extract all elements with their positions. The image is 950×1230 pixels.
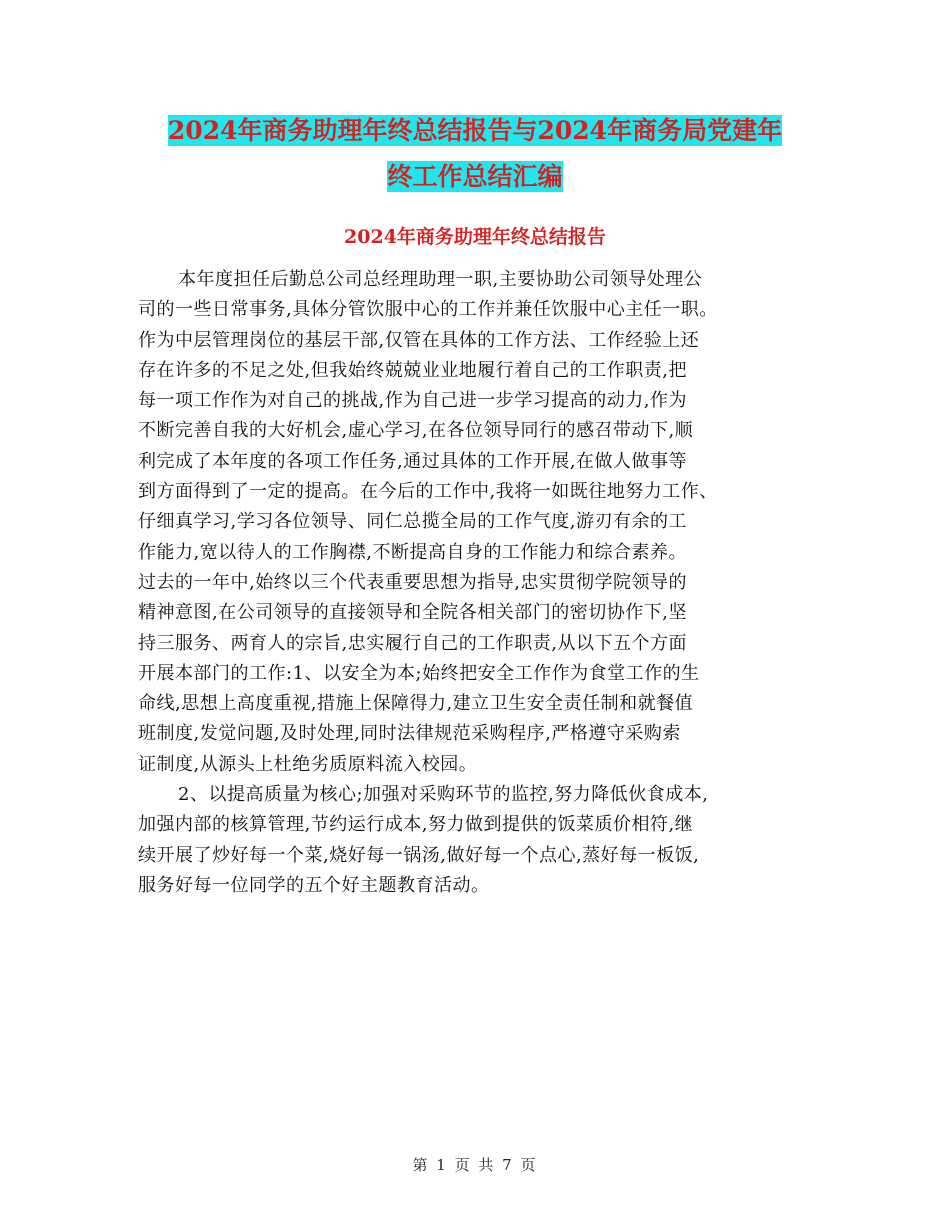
body-line: 服务好每一位同学的五个好主题教育活动。	[138, 874, 490, 896]
body-line: 司的一些日常事务,具体分管饮服中心的工作并兼任饮服中心主任一职。	[138, 299, 718, 321]
body-line: 到方面得到了一定的提高。在今后的工作中,我将一如既往地努力工作、	[138, 481, 718, 503]
document-title-line-2: 终工作总结汇编	[387, 162, 563, 191]
body-line: 班制度,发觉问题,及时处理,同时法律规范采购程序,严格遵守采购索	[138, 723, 681, 745]
body-line: 过去的一年中,始终以三个代表重要思想为指导,忠实贯彻学院领导的	[138, 571, 687, 593]
body-line: 每一项工作作为对自己的挑战,作为自己进一步学习提高的动力,作为	[138, 390, 687, 412]
body-text	[138, 265, 818, 901]
body-line: 作能力,宽以待人的工作胸襟,不断提高自身的工作能力和综合素养。	[138, 541, 687, 563]
document-title-line-1: 2024年商务助理年终总结报告与2024年商务局党建年	[167, 116, 783, 145]
body-line: 本年度担任后勤总公司总经理助理一职,主要协助公司领导处理公	[178, 269, 703, 290]
body-line: 加强内部的核算管理,节约运行成本,努力做到提供的饭菜质价相符,继	[138, 814, 694, 836]
body-line: 持三服务、两育人的宗旨,忠实履行自己的工作职责,从以下五个方面	[138, 632, 687, 654]
body-line: 利完成了本年度的各项工作任务,通过具体的工作开展,在做人做事等	[138, 450, 687, 472]
body-line: 开展本部门的工作:1、以安全为本;始终把安全工作作为食堂工作的生	[138, 662, 700, 684]
body-line: 续开展了炒好每一个菜,烧好每一锅汤,做好每一个点心,蒸好每一板饭,	[138, 844, 700, 866]
body-line: 存在许多的不足之处,但我始终兢兢业业地履行着自己的工作职责,把	[138, 359, 687, 381]
body-line: 2、以提高质量为核心;加强对采购环节的监控,努力降低伙食成本,	[178, 784, 709, 806]
body-line: 不断完善自我的大好机会,虚心学习,在各位领导同行的感召带动下,顺	[138, 420, 694, 442]
body-line: 作为中层管理岗位的基层干部,仅管在具体的工作方法、工作经验上还	[138, 329, 700, 351]
section-heading: 2024年商务助理年终总结报告	[344, 226, 606, 248]
body-line: 精神意图,在公司领导的直接领导和全院各相关部门的密切协作下,坚	[138, 602, 687, 624]
body-line: 仔细真学习,学习各位领导、同仁总揽全局的工作气度,游刃有余的工	[138, 511, 687, 533]
body-line: 命线,思想上高度重视,措施上保障得力,建立卫生安全责任制和就餐值	[138, 693, 694, 715]
page-number-footer: 第 1 页 共 7 页	[412, 1156, 538, 1174]
document-title	[0, 108, 950, 200]
body-line: 证制度,从源头上杜绝劣质原料流入校园。	[138, 753, 478, 775]
